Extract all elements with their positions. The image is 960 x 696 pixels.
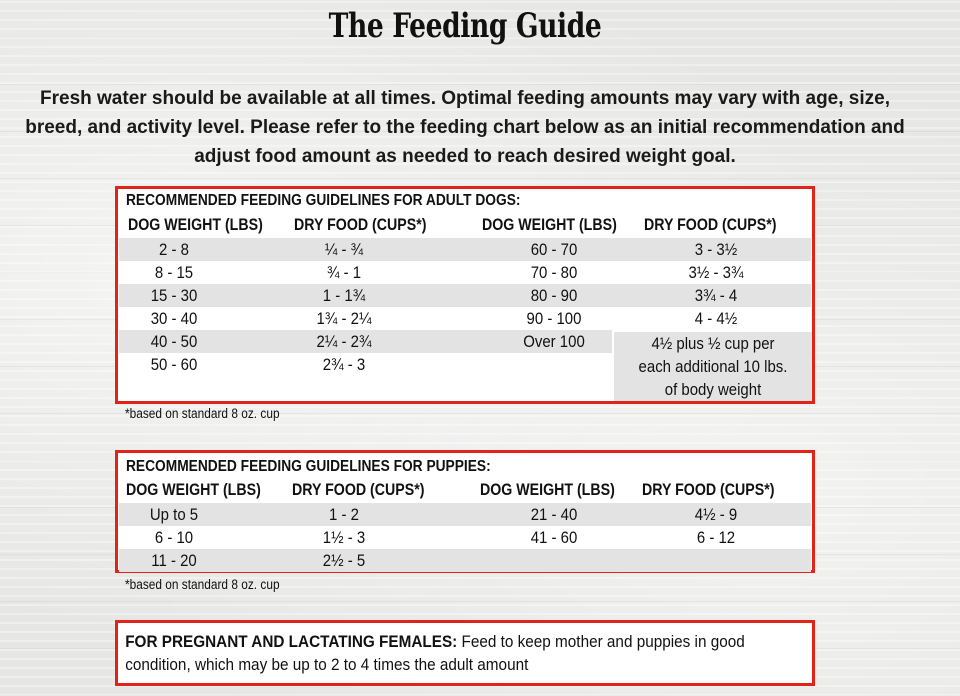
table-row [119, 284, 811, 307]
dry-food-cell: 4 - 4½ [694, 309, 738, 328]
dry-food-cell: 4½ - 9 [694, 505, 738, 524]
dog-weight-cell: 15 - 30 [150, 286, 198, 305]
dry-food-cell: 2½ - 5 [322, 551, 366, 570]
dry-food-cell: 1¾ - 2¼ [316, 309, 372, 328]
table-row [119, 307, 811, 330]
dog-weight-cell: 80 - 90 [530, 286, 578, 305]
dog-weight-cell: 21 - 40 [530, 505, 578, 524]
adult-feeding-table [115, 186, 815, 404]
table-row [119, 238, 811, 261]
header-dry-food: DRY FOOD (CUPS*) [292, 481, 425, 499]
dog-weight-cell: Up to 5 [149, 505, 199, 524]
dry-food-cell: 3½ - 3¾ [688, 263, 744, 282]
dog-weight-cell: 40 - 50 [150, 332, 198, 351]
page-title: The Feeding Guide [328, 6, 602, 46]
dry-food-cell: 1 - 2 [329, 505, 359, 524]
dog-weight-cell: 30 - 40 [150, 309, 198, 328]
dog-weight-cell: 90 - 100 [526, 309, 582, 328]
dog-weight-cell: 60 - 70 [530, 240, 578, 259]
dry-food-cell: ¼ - ¾ [324, 240, 364, 259]
header-dog-weight: DOG WEIGHT (LBS) [482, 216, 617, 234]
dog-weight-cell: 6 - 10 [154, 528, 194, 547]
table-row [119, 526, 811, 549]
dry-food-cell: 1½ - 3 [322, 528, 366, 547]
dry-food-cell: 3 - 3½ [694, 240, 738, 259]
dry-food-cell: 2¼ - 2¾ [316, 332, 372, 351]
puppy-footnote: *based on standard 8 oz. cup [125, 577, 280, 592]
header-dry-food: DRY FOOD (CUPS*) [642, 481, 775, 499]
dog-weight-cell: 70 - 80 [530, 263, 578, 282]
table-row [119, 261, 811, 284]
dog-weight-cell: 2 - 8 [159, 240, 189, 259]
dog-weight-cell: Over 100 [523, 332, 585, 351]
puppy-feeding-table [115, 450, 815, 573]
dry-food-cell: ¾ - 1 [326, 263, 362, 282]
adult-table-caption: RECOMMENDED FEEDING GUIDELINES FOR ADULT DOGS: [126, 192, 521, 209]
over-100-line: 4½ plus ½ cup per [651, 334, 775, 353]
intro-text: Fresh water should be available at all times. Optimal feeding amounts may vary with age, size, breed, and activity level. Please refer to the feeding chart below as an initial recommendation and adjust food amount as needed to reach desired weight goal. [25, 88, 905, 167]
dry-food-cell: 2¾ - 3 [322, 355, 366, 374]
header-dog-weight: DOG WEIGHT (LBS) [480, 481, 615, 499]
puppy-table-caption: RECOMMENDED FEEDING GUIDELINES FOR PUPPIES: [126, 458, 491, 475]
dog-weight-cell: 11 - 20 [151, 551, 197, 570]
dry-food-cell: 1 - 1¾ [322, 286, 366, 305]
note-label: FOR PREGNANT AND LACTATING FEMALES: [125, 632, 458, 651]
dog-weight-cell: 50 - 60 [150, 355, 198, 374]
table-row [119, 503, 811, 526]
table-row [119, 330, 612, 353]
dog-weight-cell: 41 - 60 [530, 528, 578, 547]
dog-weight-cell: 8 - 15 [154, 263, 194, 282]
header-dog-weight: DOG WEIGHT (LBS) [128, 216, 263, 234]
table-row [119, 549, 811, 572]
dry-food-cell: 6 - 12 [696, 528, 736, 547]
table-row [119, 353, 612, 376]
over-100-line: of body weight [664, 380, 762, 399]
over-100-line: each additional 10 lbs. [638, 357, 788, 376]
header-dry-food: DRY FOOD (CUPS*) [294, 216, 427, 234]
pregnant-females-note [115, 620, 815, 686]
adult-footnote: *based on standard 8 oz. cup [125, 406, 280, 421]
over-100-cell [614, 332, 812, 401]
note-text: Feed to keep mother and puppies in good condition, which may be up to 2 to 4 times the adult amount [125, 632, 745, 674]
header-dry-food: DRY FOOD (CUPS*) [644, 216, 777, 234]
dry-food-cell: 3¾ - 4 [694, 286, 738, 305]
header-dog-weight: DOG WEIGHT (LBS) [126, 481, 261, 499]
